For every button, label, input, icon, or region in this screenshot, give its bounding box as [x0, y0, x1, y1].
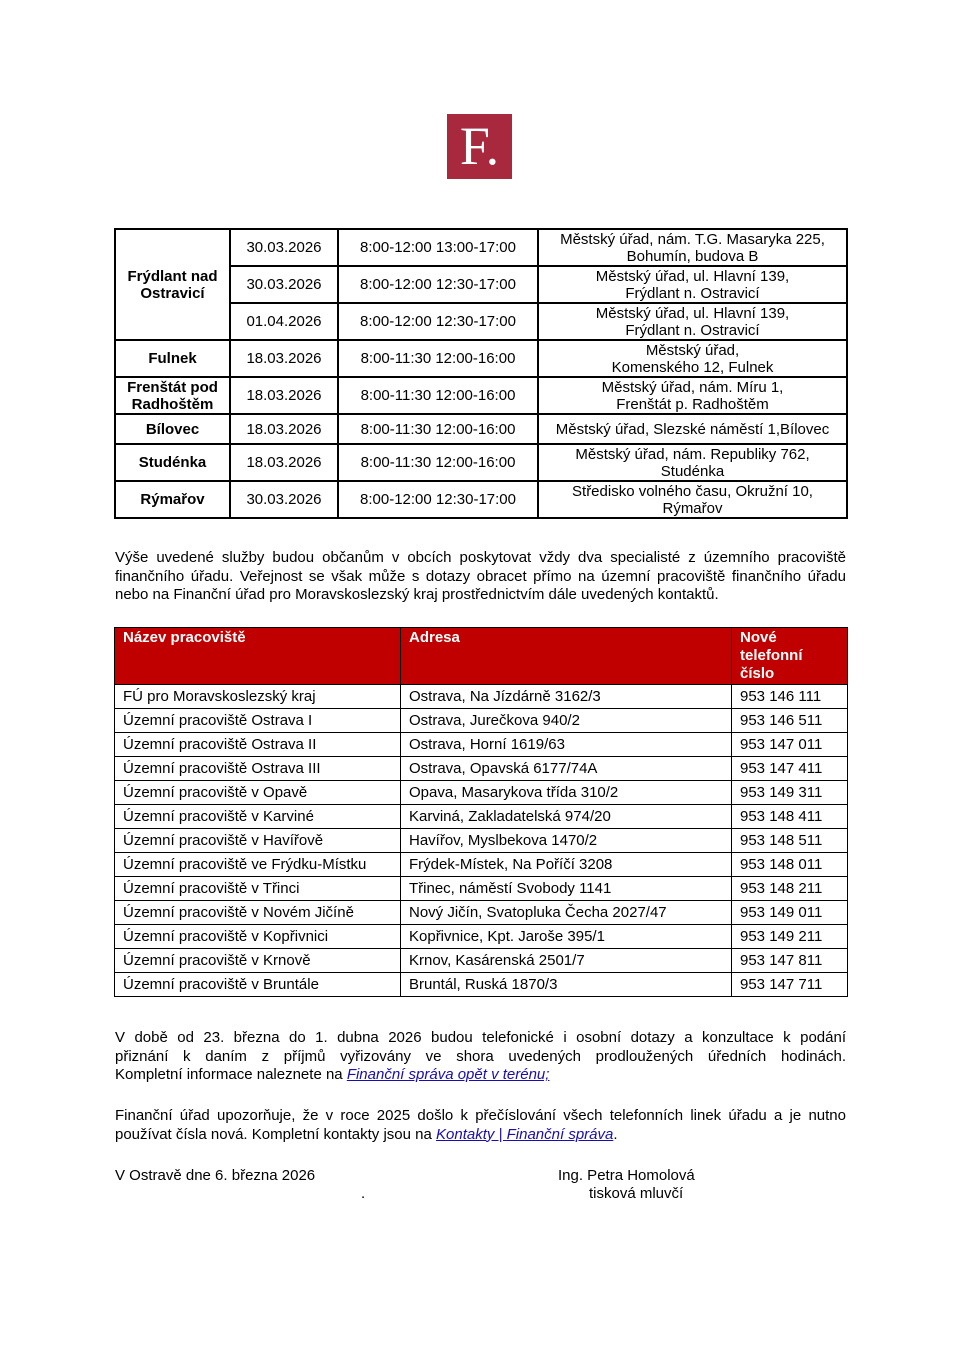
- address-cell: Karviná, Zakladatelská 974/20: [401, 805, 732, 829]
- table-row: [115, 733, 848, 757]
- phone-cell: 953 149 311: [732, 781, 848, 805]
- phone-cell: 953 147 411: [732, 757, 848, 781]
- phone-line-2: používat čísla nová. Kompletní kontakty jsou na Kontakty | Finanční správa.: [115, 1125, 618, 1143]
- place-date: V Ostravě dne 6. března 2026: [115, 1167, 316, 1184]
- town-cell: Frenštát pod Radhoštěm: [115, 377, 230, 414]
- table-row: [115, 481, 847, 518]
- hours-cell: 8:00-11:30 12:00-16:00: [338, 444, 538, 481]
- town-cell: [115, 303, 230, 340]
- workplace-cell: Územní pracoviště v Karviné: [115, 805, 401, 829]
- phone-paragraph: [115, 1107, 846, 1144]
- hours-cell: 8:00-12:00 13:00-17:00: [338, 229, 538, 266]
- phone-cell: 953 147 711: [732, 973, 848, 997]
- place-cell: Městský úřad, Komenského 12, Fulnek: [538, 340, 847, 377]
- place-cell: Městský úřad, nám. Republiky 762, Studénka: [538, 444, 847, 481]
- address-cell: Nový Jičín, Svatopluka Čecha 2027/47: [401, 901, 732, 925]
- place-cell: Městský úřad, nám. Míru 1, Frenštát p. Radhoštěm: [538, 377, 847, 414]
- table-row: [115, 303, 847, 340]
- date-cell: 18.03.2026: [230, 414, 338, 444]
- town-cell: Frýdlant nad Ostravicí: [115, 266, 230, 303]
- intro-paragraph: Výše uvedené služby budou občanům v obcích poskytovat vždy dva specialisté z územního pracoviště finančního úřadu. Veřejnost se však může s dotazy obracet přímo na územní pracoviště finančního úřadu nebo na Finanční úřad pro Moravskoslezský kraj prostřednictvím dále uvedených kontaktů.: [115, 549, 846, 603]
- table-row: [115, 757, 848, 781]
- hours-cell: 8:00-12:00 12:30-17:00: [338, 481, 538, 518]
- town-cell: [115, 229, 230, 266]
- workplace-cell: Územní pracoviště Ostrava III: [115, 757, 401, 781]
- table-row: [115, 229, 847, 266]
- table-row: [115, 829, 848, 853]
- place-cell: Městský úřad, ul. Hlavní 139, Frýdlant n. Ostravicí: [538, 266, 847, 303]
- workplace-cell: Územní pracoviště Ostrava I: [115, 709, 401, 733]
- address-cell: Ostrava, Na Jízdárně 3162/3: [401, 685, 732, 709]
- address-cell: Ostrava, Horní 1619/63: [401, 733, 732, 757]
- phone-cell: 953 146 111: [732, 685, 848, 709]
- workplace-cell: Územní pracoviště v Bruntále: [115, 973, 401, 997]
- address-cell: Ostrava, Jurečkova 940/2: [401, 709, 732, 733]
- workplace-cell: Územní pracoviště v Novém Jičíně: [115, 901, 401, 925]
- table-row: [115, 709, 848, 733]
- place-cell: Městský úřad, Slezské náměstí 1,Bílovec: [538, 414, 847, 444]
- hours-paragraph: [115, 1029, 846, 1085]
- terrain-info-link[interactable]: Finanční správa opět v terénu;: [346, 1066, 550, 1083]
- table-row: [115, 266, 847, 303]
- date-cell: 18.03.2026: [230, 377, 338, 414]
- table-row: [115, 377, 847, 414]
- town-cell: Fulnek: [115, 340, 230, 377]
- phone-cell: 953 148 011: [732, 853, 848, 877]
- workplace-cell: Územní pracoviště v Opavě: [115, 781, 401, 805]
- workplace-cell: Územní pracoviště v Kopřivnici: [115, 925, 401, 949]
- date-cell: 18.03.2026: [230, 444, 338, 481]
- town-cell: Bílovec: [115, 414, 230, 444]
- table-row: [115, 901, 848, 925]
- table-row: [115, 877, 848, 901]
- table-row: [115, 925, 848, 949]
- workplace-cell: Územní pracoviště ve Frýdku-Místku: [115, 853, 401, 877]
- address-cell: Krnov, Kasárenská 2501/7: [401, 949, 732, 973]
- address-cell: Opava, Masarykova třída 310/2: [401, 781, 732, 805]
- date-cell: 30.03.2026: [230, 481, 338, 518]
- signatory-name: Ing. Petra Homolová: [558, 1167, 695, 1184]
- phone-cell: 953 149 211: [732, 925, 848, 949]
- hours-cell: 8:00-12:00 12:30-17:00: [338, 266, 538, 303]
- hours-cell: 8:00-11:30 12:00-16:00: [338, 377, 538, 414]
- place-cell: Středisko volného času, Okružní 10, Rýmařov: [538, 481, 847, 518]
- date-cell: 01.04.2026: [230, 303, 338, 340]
- workplace-cell: Územní pracoviště v Krnově: [115, 949, 401, 973]
- date-cell: 30.03.2026: [230, 266, 338, 303]
- contacts-link[interactable]: Kontakty | Finanční správa: [436, 1125, 614, 1143]
- phone-cell: 953 148 511: [732, 829, 848, 853]
- header-phone: Nové telefonní číslo: [732, 628, 848, 685]
- table-row: [115, 805, 848, 829]
- phone-cell: 953 148 411: [732, 805, 848, 829]
- header-workplace: Název pracoviště: [115, 628, 401, 685]
- phone-cell: 953 148 211: [732, 877, 848, 901]
- header-address: Adresa: [401, 628, 732, 685]
- workplace-cell: Územní pracoviště v Havířově: [115, 829, 401, 853]
- address-cell: Kopřivnice, Kpt. Jaroše 395/1: [401, 925, 732, 949]
- table-row: [115, 444, 847, 481]
- hours-cell: 8:00-11:30 12:00-16:00: [338, 414, 538, 444]
- place-cell: Městský úřad, ul. Hlavní 139, Frýdlant n. Ostravicí: [538, 303, 847, 340]
- hours-line-2: přiznání k daním z příjmů vyřizovány ve shora uvedených prodloužených úředních hodinách.: [115, 1047, 846, 1065]
- place-cell: Městský úřad, nám. T.G. Masaryka 225, Bohumín, budova B: [538, 229, 847, 266]
- town-cell: Rýmařov: [115, 481, 230, 518]
- address-cell: Třinec, náměstí Svobody 1141: [401, 877, 732, 901]
- contacts-table: [114, 627, 848, 997]
- date-cell: 18.03.2026: [230, 340, 338, 377]
- workplace-cell: Územní pracoviště v Třinci: [115, 877, 401, 901]
- workplace-cell: Územní pracoviště Ostrava II: [115, 733, 401, 757]
- phone-cell: 953 146 511: [732, 709, 848, 733]
- table-header-row: [115, 628, 848, 685]
- phone-cell: 953 147 811: [732, 949, 848, 973]
- hours-cell: 8:00-12:00 12:30-17:00: [338, 303, 538, 340]
- address-cell: Ostrava, Opavská 6177/74A: [401, 757, 732, 781]
- phone-line-1: Finanční úřad upozorňuje, že v roce 2025 došlo k přečíslování všech telefonních linek úřadu a je nutno: [115, 1107, 846, 1124]
- financial-administration-logo: F.: [447, 114, 512, 179]
- table-row: [115, 853, 848, 877]
- date-cell: 30.03.2026: [230, 229, 338, 266]
- address-cell: Havířov, Myslbekova 1470/2: [401, 829, 732, 853]
- schedule-table: [114, 228, 848, 519]
- hours-line-1: V době od 23. března do 1. dubna 2026 budou telefonické i osobní dotazy a konzultace k podání: [115, 1029, 846, 1046]
- address-cell: Frýdek-Místek, Na Poříčí 3208: [401, 853, 732, 877]
- address-cell: Bruntál, Ruská 1870/3: [401, 973, 732, 997]
- signatory-role: tisková mluvčí: [589, 1185, 684, 1202]
- table-row: [115, 414, 847, 444]
- phone-cell: 953 147 011: [732, 733, 848, 757]
- table-row: [115, 781, 848, 805]
- phone-cell: 953 149 011: [732, 901, 848, 925]
- hours-line-3: Kompletní informace naleznete na Finanční správa opět v terénu;: [115, 1066, 550, 1083]
- table-row: [115, 973, 848, 997]
- table-row: [115, 685, 848, 709]
- hours-cell: 8:00-11:30 12:00-16:00: [338, 340, 538, 377]
- town-cell: Studénka: [115, 444, 230, 481]
- workplace-cell: FÚ pro Moravskoslezský kraj: [115, 685, 401, 709]
- table-row: [115, 949, 848, 973]
- stray-dot: .: [361, 1185, 366, 1202]
- table-row: [115, 340, 847, 377]
